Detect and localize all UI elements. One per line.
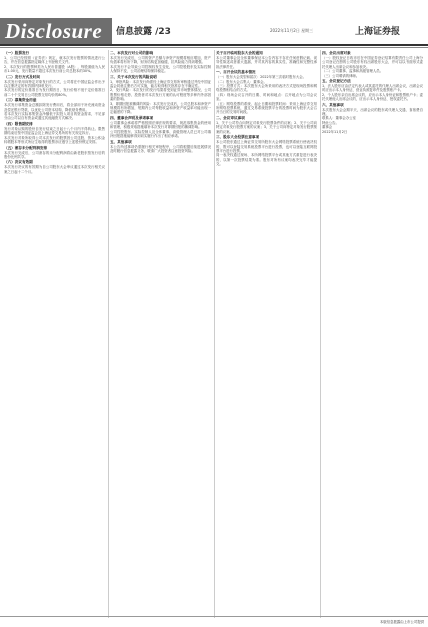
masthead — [0, 0, 428, 44]
header-rule-thin — [0, 47, 428, 48]
body-paragraph: （三）公司聘请的律师。 — [322, 73, 360, 78]
body-paragraph: 本次发行募集资金总额扣除发行费用后，将全部用于补充流动资金及偿还银行贷款，以优化公司资本结构，降低财务费用。 — [4, 103, 105, 112]
column-3 — [216, 50, 317, 618]
section-heading: 关于召开临时股东大会的通知 — [216, 51, 263, 55]
section-heading: 一、召开会议的基本情况 — [216, 70, 256, 75]
column-1 — [4, 50, 105, 618]
section-title: 信息披露 /23 — [116, 27, 171, 37]
section-heading: （五）滚存未分配利润安排 — [4, 145, 48, 150]
section-heading: 五、会议登记方法 — [322, 79, 351, 84]
body-paragraph: 同一表决权通过现场、本所网络投票平台或其他方式重复进行表决的，以第一次投票结果为准。股东对所有议案均表决完毕才能提交。 — [216, 153, 317, 167]
body-paragraph: 本次发行不会导致公司控制权发生变化，公司控股股东及实际控制人保持不变，公司治理结构保持稳定。 — [110, 64, 211, 74]
body-paragraph: 公司控股股东、实际控制人及全体董事、高级管理人员已对公司填补回报措施能够得到切实履行作出了相应承诺。 — [110, 129, 211, 139]
body-paragraph: 本次发行采用向特定对象发行的方式，公司将在中国证监会作出予以注册决定的有效期内择机发行。 — [4, 79, 105, 89]
section-heading: （三）募集资金用途 — [4, 98, 37, 103]
body-paragraph: 2022年11月2日 — [322, 129, 348, 134]
section-heading: 三、关于本次发行的风险说明 — [110, 74, 157, 79]
body-paragraph: 2、个人股东亲自出席会议的，应出示本人身份证和股票账户卡；委托代理他人出席会议的，应出示本人身份证、授权委托书。 — [322, 92, 423, 102]
body-paragraph: 1、审批风险：本次发行尚需经上海证券交易所审核通过并经中国证监会同意注册后方可实施，能否取得相关批准存在不确定性。 — [110, 79, 211, 89]
section-heading: （一）股票发行 — [4, 51, 30, 55]
body-paragraph: 1、公司已经按照《证券法》规定，就本次发行股票的情况进行公告，并在信息披露指定媒体上刊登相关文件。 — [4, 56, 105, 65]
body-paragraph: 本公司董事会及全体董事保证本公告内容不存在任何虚假记载、误导性陈述或者重大遗漏，并对其内容的真实性、准确性和完整性承担法律责任。 — [216, 56, 317, 69]
body-paragraph: 本次发行对象所取得公司本次发行的股票因公司送股、资本公积金转增股本等形式所衍生取得的股票亦应遵守上述股份锁定安排。 — [4, 135, 105, 145]
column-divider — [108, 50, 109, 618]
section-heading: 四、会议出席对象 — [322, 51, 351, 55]
column-4 — [322, 50, 423, 618]
footer-note: 本版信息披露由上市公司提供 — [379, 620, 424, 624]
section-heading: 四、董事会声明及承诺事项 — [110, 115, 154, 120]
body-paragraph: （一）股权登记日收市后在中国证券登记结算有限责任公司上海分公司登记在册的公司股东有权出席股东大会，并可以以书面形式委托代理人出席会议和参加表决。 — [322, 56, 423, 69]
body-paragraph: 联系人：董事会办公室 — [322, 116, 356, 121]
header-rule — [0, 44, 428, 46]
section-heading: 六、其他事项 — [322, 102, 344, 107]
body-paragraph: 本公告所述事项仍需履行相关审批程序，公司将根据后续进展情况及时履行信息披露义务，敬请广大投资者注意投资风险。 — [110, 144, 211, 153]
body-paragraph: （二）股东大会召集人：董事会。 — [216, 79, 267, 84]
body-paragraph: 本次发行的定价基准日为发行期首日，发行价格不低于定价基准日前二十个交易日公司股票交易均价的80%。 — [4, 88, 105, 97]
section-heading: 五、其他事项 — [110, 139, 132, 144]
issue-info: 2022年11月2日 星期三 — [270, 28, 314, 33]
body-paragraph: 3、即期回报被摊薄的风险：本次发行完成后，公司总股本和净资产规模将有所增加，短期内公司每股收益和净资产收益率可能出现一定幅度的下降。 — [110, 101, 211, 115]
section-heading: （四）限售期安排 — [4, 121, 33, 126]
body-paragraph: （二）公司董事、监事和高级管理人员。 — [322, 69, 384, 74]
body-paragraph: 特此公告。 — [322, 120, 339, 125]
body-paragraph: 2、本次发行的股票种类为人民币普通股（A股），每股面值为人民币1.00元，发行数量不超过本次发行前公司总股本的30%。 — [4, 64, 105, 74]
section-heading: （二）发行方式及时间 — [4, 74, 40, 79]
body-paragraph: 公司董事会承诺将严格按照法律法规的要求，规范募集资金的使用和管理，积极采取措施填补本次发行对即期回报的摊薄影响。 — [110, 120, 211, 130]
body-paragraph: 本次股东大会会期半天，出席会议的股东或代理人交通、食宿费自理。 — [322, 107, 423, 117]
paper-name: 上海证券报 — [355, 27, 401, 37]
body-paragraph: 本次发行完成后，公司的资产总额与净资产规模将相应增加，资产负债率将有所下降，财务结构更加稳健，抗风险能力得到增强。 — [110, 56, 211, 65]
body-paragraph: 本次发行完成后，公司滚存的未分配利润将由新老股东按发行后的股份比例共享。 — [4, 150, 105, 159]
body-paragraph: 2、发行风险：本次发行的发行结果将受到证券市场整体情况、公司股票价格走势、投资者对本次发行方案的认可程度等多种内外部因素的影响。 — [110, 88, 211, 102]
section-heading: 二、会议审议事项 — [216, 115, 245, 120]
body-paragraph: 本次发行决议的有效期为自公司股东大会审议通过本次发行相关议案之日起十二个月。 — [4, 165, 105, 174]
body-paragraph: 1、法人股东应由法定代表人或其委托的代理人出席会议，出席会议时应出示本人身份证、营业执照复印件及股票账户卡。 — [322, 84, 423, 93]
section-heading: （六）决议有效期 — [4, 160, 33, 165]
body-paragraph: （一）股东大会类型和届次：2022年第三次临时股东大会。 — [216, 75, 307, 80]
body-paragraph: （四）现场会议召开的日期、时间和地点：召开地点为公司会议室。 — [216, 92, 317, 102]
body-paragraph: （五）网络投票的系统、起止日期和投票时间：采用上海证券交易所网络投票系统，通过交易系统投票平台的投票时间为股东大会召开当日的交易时间段。 — [216, 101, 317, 115]
column-divider — [214, 50, 215, 618]
body-paragraph: 若本次发行实际募集资金净额低于拟投入项目的资金需求，不足部分由公司以自有资金或通过其他融资方式解决。 — [4, 112, 105, 121]
column-divider — [320, 50, 321, 618]
body-paragraph: 董事会 — [322, 125, 333, 130]
section-heading: 二、本次发行对公司的影响 — [110, 51, 154, 55]
brand-logo: Disclosure — [0, 18, 112, 44]
section-heading: 三、股东大会投票注意事项 — [216, 135, 260, 140]
body-paragraph: 发行对象认购的股份自发行结束之日起十八个月内不得转让。限售期结束后按中国证监会及上海证券交易所的有关规定执行。 — [4, 126, 105, 136]
body-paragraph: 本公司股东通过上海证券交易所股东大会网络投票系统行使表决权的，既可以登陆交易系统投票平台进行投票，也可以登陆互联网投票平台进行投票。 — [216, 140, 317, 153]
body-paragraph: 1、关于公司符合向特定对象发行股票条件的议案；2、关于公司向特定对象发行股票方案的议案；3、关于公司向特定对象发行股票预案的议案。 — [216, 120, 317, 134]
footer-rule — [0, 616, 428, 617]
body-paragraph: （三）投票方式：本次股东大会所采用的表决方式是现场投票和网络投票相结合的方式。 — [216, 84, 317, 93]
column-2 — [110, 50, 211, 618]
